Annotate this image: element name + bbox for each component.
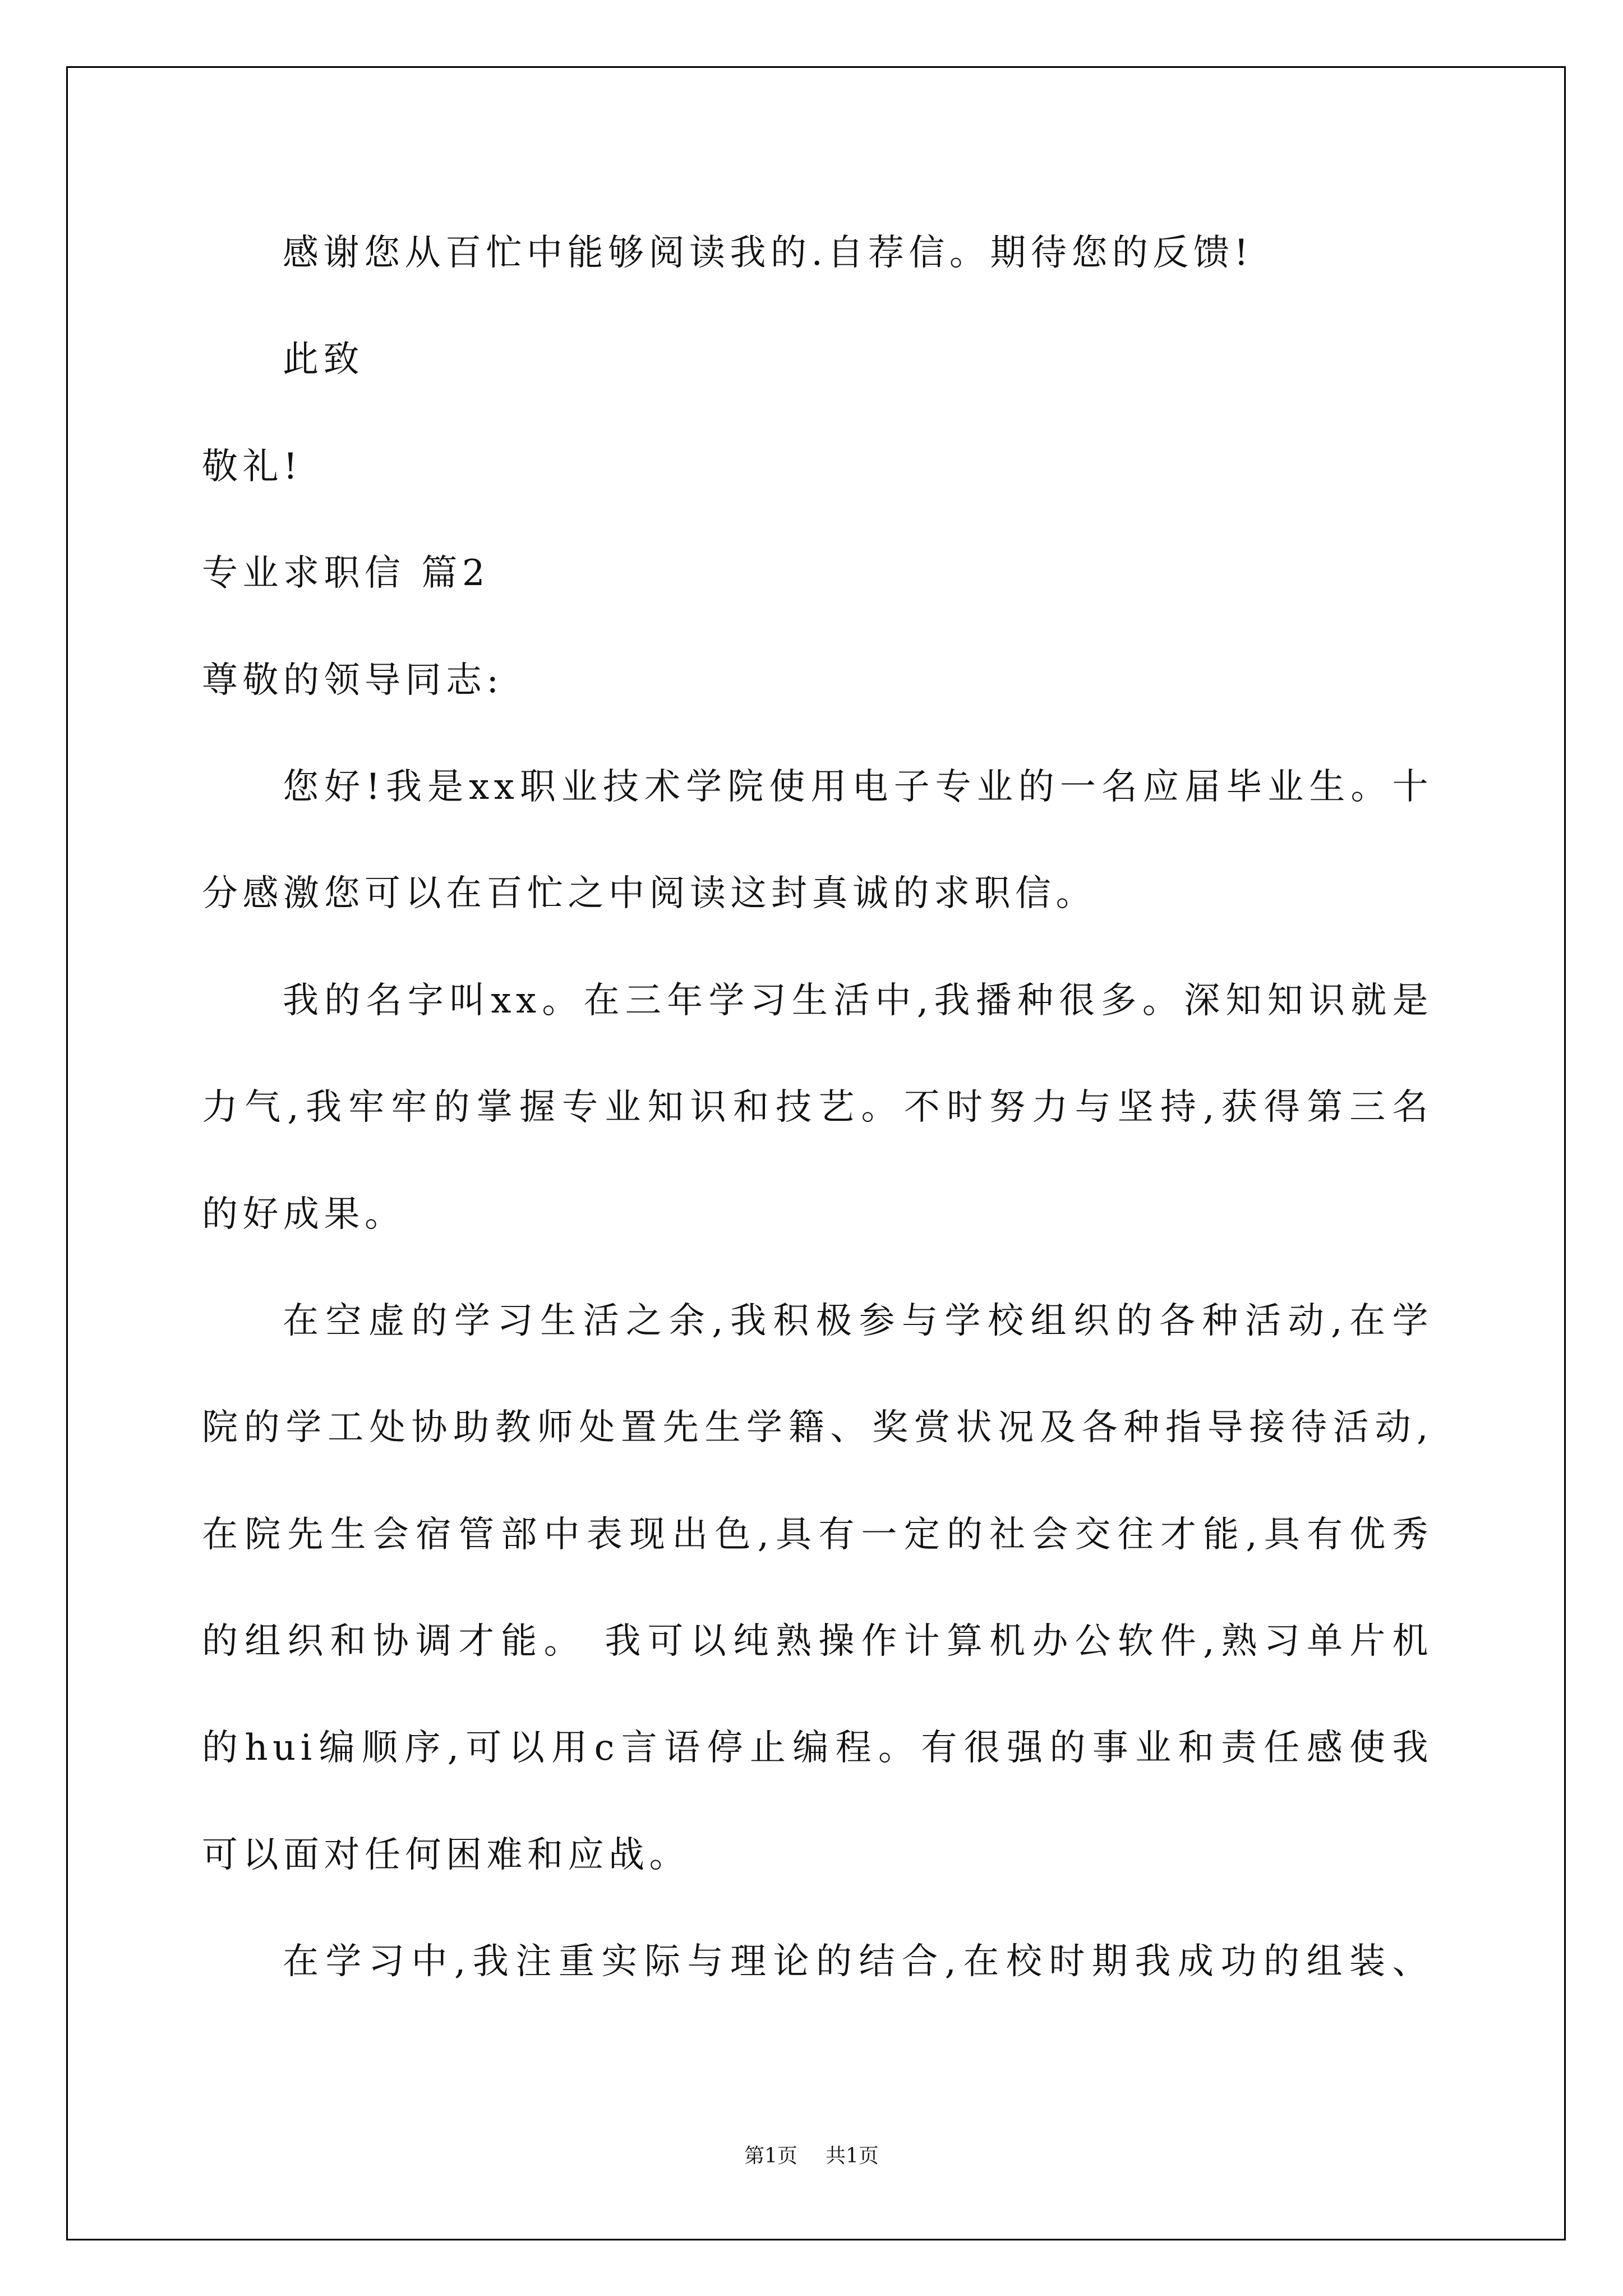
paragraph-line: 您好!我是xx职业技术学院使用电子专业的一名应届毕业生。十 bbox=[283, 766, 1433, 808]
page-footer bbox=[0, 2142, 1623, 2170]
closing-jingli: 敬礼! bbox=[202, 445, 303, 487]
paragraph-line: 的组织和协调才能。 我可以纯熟操作计算机办公软件,熟习单片机 bbox=[202, 1621, 1433, 1663]
paragraph-line: 我的名字叫xx。在三年学习生活中,我播种很多。深知知识就是 bbox=[283, 979, 1433, 1022]
paragraph-line: 在空虚的学习生活之余,我积极参与学校组织的各种活动,在学 bbox=[283, 1300, 1433, 1342]
letter-body bbox=[202, 200, 1433, 2016]
page-number: 第1页 bbox=[744, 2145, 797, 2168]
paragraph-line: 分感激您可以在百忙之中阅读这封真诚的求职信。 bbox=[202, 873, 1096, 915]
paragraph-line: 的hui编顺序,可以用c言语停止编程。有很强的事业和责任感使我 bbox=[202, 1727, 1433, 1769]
page-total: 共1页 bbox=[826, 2145, 879, 2168]
paragraph-line: 院的学工处协助教师处置先生学籍、奖赏状况及各种指导接待活动, bbox=[202, 1407, 1433, 1449]
paragraph-line: 在院先生会宿管部中表现出色,具有一定的社会交往才能,具有优秀 bbox=[202, 1513, 1433, 1556]
paragraph-line: 力气,我牢牢的掌握专业知识和技艺。不时努力与坚持,获得第三名 bbox=[202, 1087, 1433, 1129]
salutation: 尊敬的领导同志: bbox=[202, 659, 504, 701]
paragraph-line: 的好成果。 bbox=[202, 1193, 405, 1235]
section-heading: 专业求职信 篇2 bbox=[202, 553, 490, 595]
closing-thanks-line: 感谢您从百忙中能够阅读我的.自荐信。期待您的反馈! bbox=[283, 232, 1253, 274]
closing-cizhi: 此致 bbox=[283, 339, 364, 381]
paragraph-line: 可以面对任何困难和应战。 bbox=[202, 1834, 690, 1876]
paragraph-line: 在学习中,我注重实际与理论的结合,在校时期我成功的组装、 bbox=[283, 1941, 1433, 1983]
